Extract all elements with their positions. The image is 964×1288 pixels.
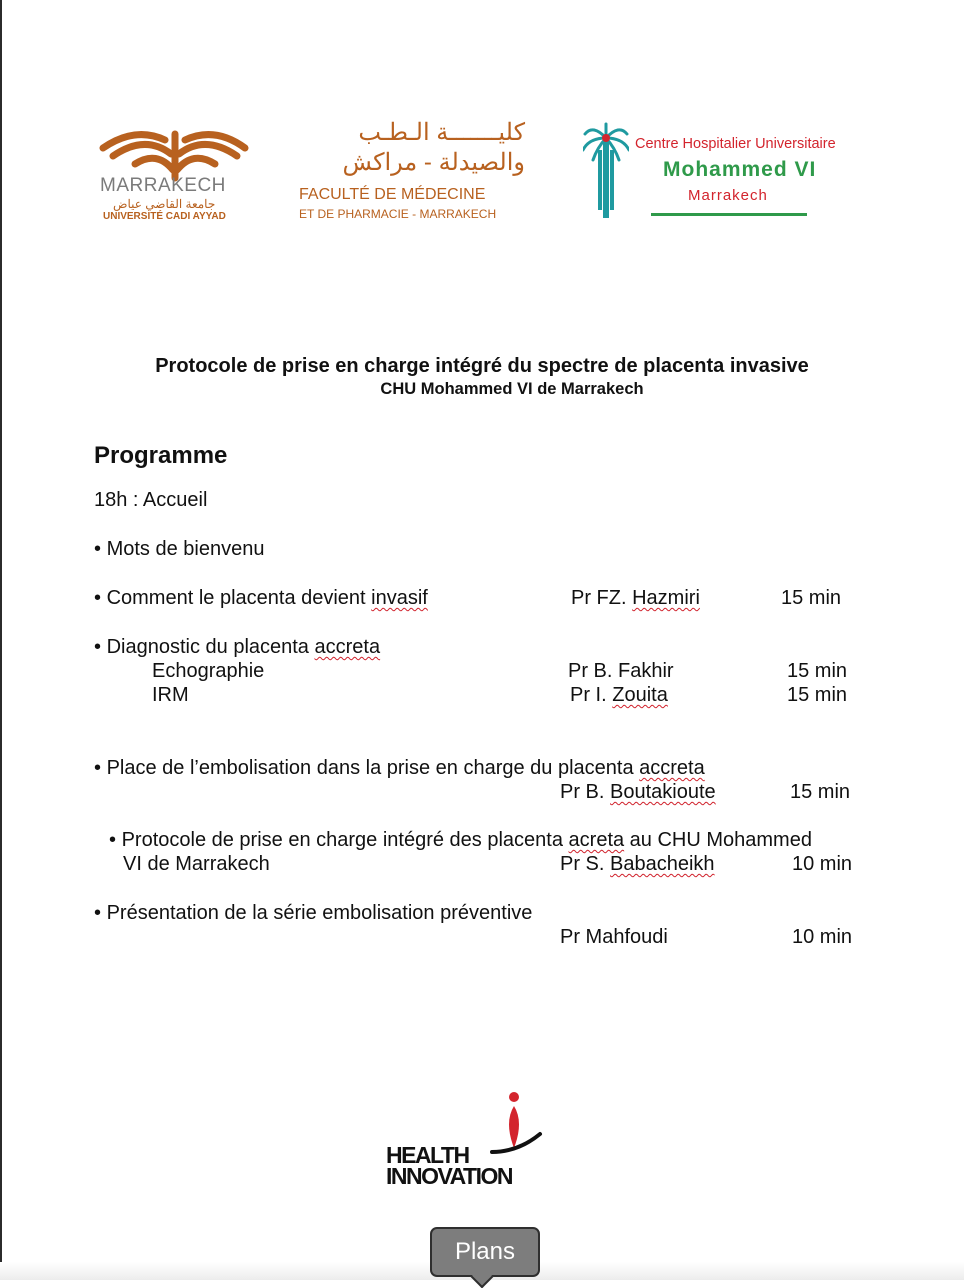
item-text: Diagnostic du placenta [106, 636, 315, 658]
bullet: • [94, 902, 102, 924]
uca-arabic: جامعة القاضي عياض [113, 197, 216, 211]
speaker-prefix: Pr B. [560, 781, 611, 803]
sub-item-label: IRM [152, 684, 189, 706]
window-edge [0, 0, 2, 1280]
chu-line-3: Marrakech [688, 187, 768, 204]
document-title: Protocole de prise en charge intégré du spectre de placenta invasive [155, 355, 809, 377]
item-text-continued: VI de Marrakech [123, 853, 270, 875]
item-text: Mots de bienvenu [106, 538, 265, 560]
uca-emblem-icon [95, 120, 265, 182]
item-text: Présentation de la série embolisation préventive [106, 902, 533, 924]
item-text: Comment le placenta devient [106, 587, 372, 609]
chu-line-2: Mohammed VI [663, 158, 817, 181]
speaker-prefix: Pr FZ. [571, 587, 633, 609]
sub-item-label: Echographie [152, 660, 265, 682]
speaker: Pr B. Fakhir [568, 660, 674, 682]
list-item [109, 829, 812, 852]
health-line-1: HEALTH [386, 1142, 469, 1168]
chu-line-1: Centre Hospitalier Universitaire [635, 136, 836, 152]
health-innovation-emblem-icon [484, 1090, 544, 1160]
plans-button[interactable]: Plans [430, 1227, 540, 1277]
document-subtitle: CHU Mohammed VI de Marrakech [380, 380, 644, 398]
bullet: • [94, 636, 102, 658]
list-item [94, 636, 380, 659]
speaker-prefix: Pr S. [560, 853, 611, 875]
bullet: • [94, 587, 102, 609]
item-text: Place de l’embolisation dans la prise en charge du placenta [106, 757, 640, 779]
speaker-name: Hazmiri [632, 587, 700, 609]
item-text-flagged: accreta [314, 636, 381, 658]
fmpm-line-2: ET DE PHARMACIE - MARRAKECH [299, 207, 497, 221]
chu-logo [583, 120, 836, 225]
speaker-name: Babacheikh [610, 853, 715, 875]
duration: 15 min [790, 781, 851, 803]
health-line-2: INNOVATION [386, 1163, 512, 1189]
item-text: au CHU Mohammed [624, 829, 812, 851]
list-item [94, 538, 264, 561]
item-text-flagged: acreta [568, 829, 625, 851]
speaker [570, 684, 668, 707]
chu-underline [651, 213, 807, 216]
item-text-flagged: accreta [639, 757, 705, 779]
duration: 15 min [781, 587, 842, 609]
uca-subtitle: UNIVERSITÉ CADI AYYAD [103, 211, 226, 222]
palm-tree-icon [583, 120, 629, 222]
speaker-name: Zouita [612, 684, 668, 706]
accueil-line: 18h : Accueil [94, 489, 208, 511]
duration: 10 min [792, 853, 853, 875]
bullet: • [94, 757, 102, 779]
bullet: • [109, 829, 117, 851]
uca-logo [95, 120, 265, 230]
duration: 15 min [787, 660, 848, 682]
health-innovation-logo [384, 1090, 554, 1190]
list-item [94, 902, 532, 925]
uca-name: MARRAKECH [100, 175, 226, 196]
duration: 15 min [787, 684, 848, 706]
speaker [571, 587, 700, 610]
fmpm-logo [295, 118, 535, 228]
fmpm-arabic-2: والصيدلة - مراكش [342, 149, 525, 176]
fmpm-arabic-1: كليـــــــة الـطـب [358, 119, 525, 146]
bullet: • [94, 538, 102, 560]
fmpm-line-1: FACULTÉ DE MÉDECINE [299, 186, 486, 203]
duration: 10 min [792, 926, 853, 948]
speaker: Pr Mahfoudi [560, 926, 668, 948]
speaker [560, 853, 715, 876]
list-item [94, 757, 705, 780]
item-text: Protocole de prise en charge intégré des placenta [121, 829, 569, 851]
item-text-flagged: invasif [371, 587, 428, 609]
speaker-name: Boutakioute [610, 781, 716, 803]
programme-heading: Programme [94, 442, 228, 469]
list-item [94, 587, 428, 610]
speaker [560, 781, 716, 804]
speaker-prefix: Pr I. [570, 684, 613, 706]
